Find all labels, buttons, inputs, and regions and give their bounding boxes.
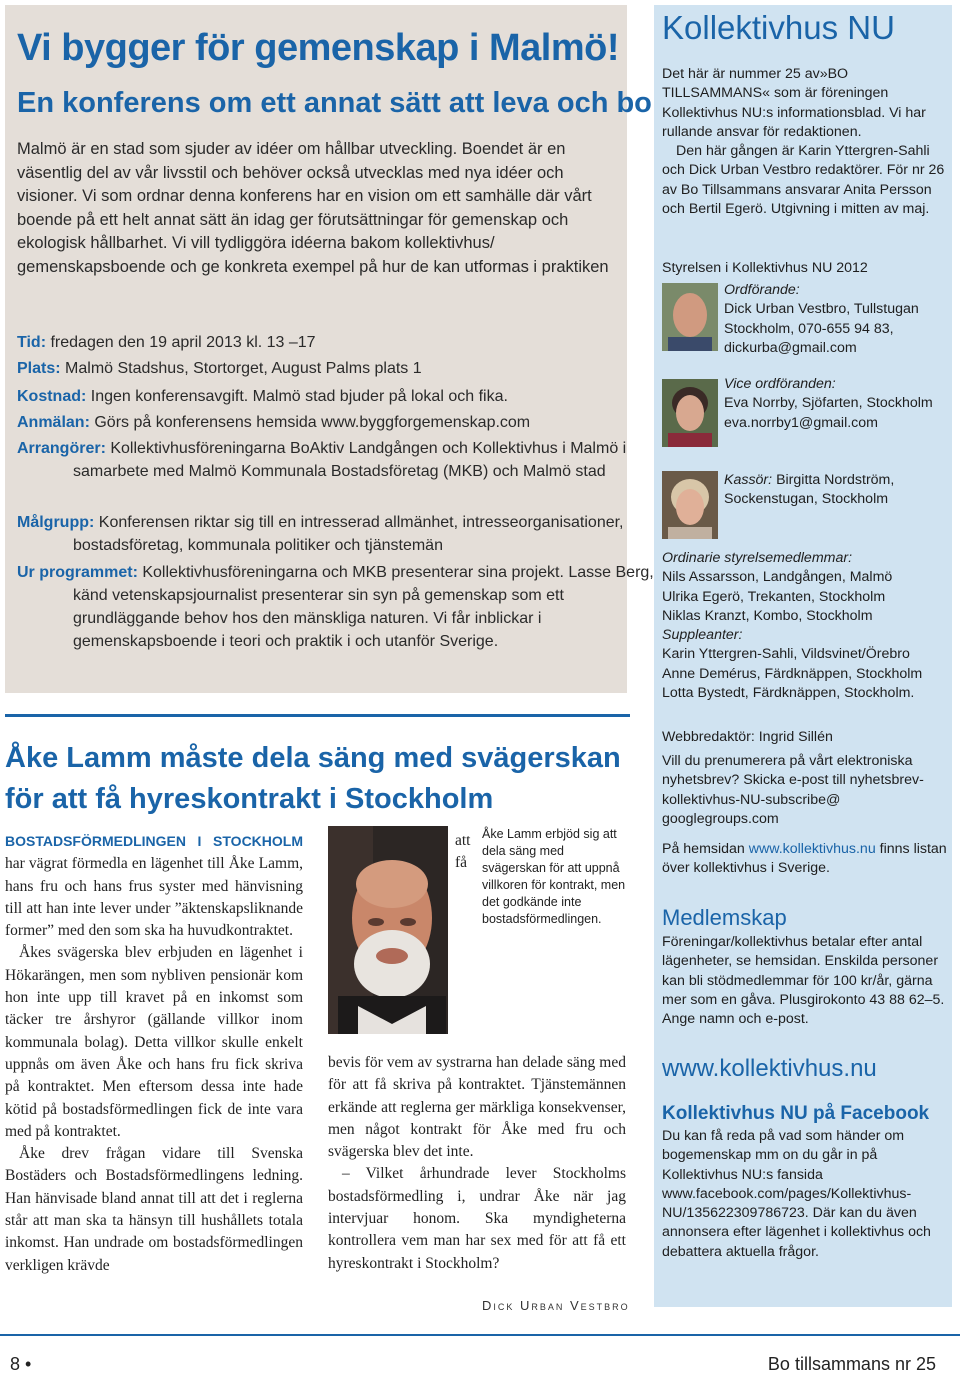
vice-chair-info: [724, 375, 950, 433]
magazine-name: Bo tillsammans nr 25: [767, 1354, 936, 1374]
article-p1: har vägrat förmedla en lägenhet till Åke Lamm, hans fru och hans frus syster med hänvisning till att han inte lever under ”äktenskapsliknande former” med den som ska ha huvudkontraktet.: [5, 855, 303, 940]
arrangorer-value: Kollektivhusföreningarna BoAktiv Landgången och Kollektivhus i Malmö i samarbete med Malmö Kommunala Bostadsföretag (MKB) och Malmö stad: [73, 440, 627, 480]
article-paragraph-1: [5, 830, 303, 942]
page-footer: [0, 1334, 960, 1384]
plats-value: Malmö Stadshus, Stortorget, August Palms plats 1: [65, 360, 422, 377]
article-paragraph-5: – Vilket århundrade lever Stockholms bostadsförmedling i, undrar Åke när jag intervjuar honom. Ska myndigheterna kontrollera vem man har sex med för att få ett hyreskontrakt i Stockholm?: [328, 1165, 626, 1272]
info-tid: [17, 331, 316, 354]
website-link[interactable]: www.kollektivhus.nu: [748, 841, 876, 857]
chair-role: Ordförande:: [724, 282, 800, 298]
conference-intro: Malmö är en stad som sjuder av idéer om hållbar utveckling. Boendet är en väsentlig del av vår livsstil och behöver också utvecklas med nya idéer och visioner. Vi som ordnar denna konferens har en vision om ett samhälle där vårt boende på ett helt annat sätt än idag ger förutsättningar för gemenskap och ekologisk hållbarhet. Vi vill tydliggöra idéerna bakom kollektivhus/ gemenskapsboende och ge konkreta exempel på hur de kan utformas i praktiken: [17, 140, 609, 276]
tid-label: Tid:: [17, 334, 47, 351]
sidebar-intro-1: Det här är nummer 25 av»BO TILLSAMMANS« som är föreningen Kollektivhus NU:s informationsblad. Vi har rullande ansvar för redaktionen.: [662, 66, 926, 140]
ordinary-role: Ordinarie styrelsemedlemmar:: [662, 550, 853, 566]
chair-photo: [662, 283, 718, 351]
site-link[interactable]: www.kollektivhus.nu: [662, 1055, 877, 1082]
malgrupp-value: Konferensen riktar sig till en intresserad allmänhet, intresseorganisationer, bostadsföretag, kommunala politiker och tjänstemän: [73, 514, 624, 554]
ordinary-member: Nils Assarsson, Landgången, Malmö: [662, 569, 893, 586]
article-column-2: [328, 1052, 626, 1275]
section-divider: [5, 714, 630, 717]
article-lead-caps: BOSTADSFÖRMEDLINGEN I STOCKHOLM: [5, 833, 303, 849]
website-post: finns listan över kollektivhus i Sverige.: [662, 841, 947, 877]
anmalan-value: Görs på konferensens hemsida www.byggforgemenskap.com: [94, 414, 531, 431]
treasurer-details: Birgitta Nordström, Sockenstugan, Stockholm: [724, 472, 895, 508]
info-arrangorer: [17, 437, 673, 483]
chair-info: [724, 281, 950, 358]
website-pre: På hemsidan: [662, 841, 749, 857]
deputy-member: Lotta Bystedt, Färdknäppen, Stockholm.: [662, 685, 915, 702]
malgrupp-label: Målgrupp:: [17, 514, 95, 531]
arrangorer-label: Arrangörer:: [17, 440, 106, 457]
ordinary-member: Ulrika Egerö, Trekanten, Stockholm: [662, 588, 886, 605]
facebook-title: Kollektivhus NU på Facebook: [662, 1103, 930, 1124]
chair-details: Dick Urban Vestbro, Tullstugan Stockholm, 070-655 94 83, dickurba@gmail.com: [724, 301, 919, 356]
fragment-att: att: [455, 832, 471, 849]
fragment-fa: få: [455, 854, 468, 872]
vice-chair-role: Vice ordföranden:: [724, 376, 836, 392]
program-value: Kollektivhusföreningarna och MKB presenterar sina projekt. Lasse Berg, känd vetenskapsjournalist presenterar sin syn på gemenskap som ett grundläggande behov hos den mänskliga naturen. Vi får inblickar i gemenskapsboende i teori och praktik i och utanför Sverige.: [73, 564, 654, 650]
conference-box: [5, 5, 654, 693]
article-column-1: [5, 830, 303, 1277]
page-number: 8 •: [10, 1354, 32, 1374]
kostnad-value: Ingen konferensavgift. Malmö stad bjuder på lokal och fika.: [90, 388, 508, 405]
board-title: Styrelsen i Kollektivhus NU 2012: [662, 260, 868, 276]
deputy-member: Anne Demérus, Färdknäppen, Stockholm: [662, 665, 923, 682]
photo-caption: Åke Lamm erbjöd sig att dela säng med svägerskan för att uppnå villkoren för kontrakt, men det godkände inte bostadsförmedlingen.: [482, 827, 626, 926]
ordinary-member: Niklas Kranzt, Kombo, Stockholm: [662, 607, 873, 624]
article-paragraph-2: Åkes svägerska blev erbjuden en lägenhet i Hökarängen, men som nybliven pensionär kom hon inte upp till kravet på en inkomst som täcker tre årshyror (gällande villkor inom kommunala bolag). Detta villkor skulle enkelt uppnås om även Åke och hans fru fick skriva på kontraktet. Men eftersom dessa inte hade kötid på bostadsförmedlingen fick de inte vara med på kontraktet.: [5, 944, 303, 1140]
article-title: Åke Lamm måste dela säng med svägerskan för att få hyreskontrakt i Stockholm: [5, 742, 621, 815]
deputies-role: Suppleanter:: [662, 627, 743, 644]
conference-title: Vi bygger för gemenskap i Malmö!: [17, 27, 620, 69]
article-paragraph-4: bevis för vem av systrarna han delade säng med för att få skriva på kontraktet. Tjänstemännen erkände att reglerna ger märkliga konsekvenser, men något kontrakt för Åke med fru och svägerska blev det inte.: [328, 1054, 626, 1161]
website-info: [662, 840, 950, 879]
sidebar-title: Kollektivhus NU: [662, 9, 895, 46]
web-editor: Webbredaktör: Ingrid Sillén: [662, 729, 833, 745]
portrait-illustration: [328, 826, 448, 1034]
treasurer-role: Kassör:: [724, 472, 773, 488]
vice-chair-details: Eva Norrby, Sjöfarten, Stockholm eva.norrby1@gmail.com: [724, 395, 933, 431]
plats-label: Plats:: [17, 360, 61, 377]
chair-portrait: [662, 283, 718, 351]
info-program: [17, 561, 673, 653]
conference-subtitle: En konferens om ett annat sätt att leva och bo: [17, 87, 652, 119]
sidebar: [654, 5, 952, 1307]
tid-value: fredagen den 19 april 2013 kl. 13 –17: [50, 334, 316, 351]
kostnad-label: Kostnad:: [17, 388, 87, 405]
article-byline: Dick Urban Vestbro: [482, 1298, 630, 1313]
membership-info: Föreningar/kollektivhus betalar efter antal lägenheter, se hemsidan. Enskilda personer kan bli stödmedlemmar för 100 kr/år, gärna mer som en gåva. Plusgirokonto 43 88 62–5. Ange namn och e-post.: [662, 934, 945, 1028]
vice-chair-portrait: [662, 379, 718, 447]
info-malgrupp: [17, 511, 673, 557]
membership-title: Medlemskap: [662, 905, 787, 930]
info-anmalan: [17, 411, 530, 434]
wrapped-text-fragment: [455, 830, 477, 875]
program-label: Ur programmet:: [17, 564, 138, 581]
newsletter-info: Vill du prenumerera på vårt elektroniska nyhetsbrev? Skicka e-post till nyhetsbrev-kollektivhus-NU-subscribe@ googlegroups.com: [662, 753, 924, 827]
deputy-member: Karin Yttergren-Sahli, Vildsvinet/Örebro: [662, 646, 910, 663]
treasurer-portrait: [662, 471, 718, 539]
treasurer-info: [724, 471, 950, 510]
sidebar-intro-2: Den här gången är Karin Yttergren-Sahli och Dick Urban Vestbro redaktörer. För nr 26 av Bo Tillsammans ansvarar Anita Persson och Bertil Egerö. Utgivning i mitten av maj.: [662, 143, 945, 217]
info-kostnad: [17, 385, 508, 408]
anmalan-label: Anmälan:: [17, 414, 90, 431]
article-paragraph-3: Åke drev frågan vidare till Svenska Bostäders och Bostadsförmedlingens ledning. Han hänvisade bland annat till att det i reglerna står att man ska ta hänsyn till hushållets totala inkomst. Han undrade om bostadsförmedlingen verkligen krävde: [5, 1145, 303, 1274]
board-members: [662, 549, 950, 703]
info-plats: [17, 357, 422, 380]
vice-chair-photo: [662, 379, 718, 447]
treasurer-photo: [662, 471, 718, 539]
facebook-info: Du kan få reda på vad som händer om bogemenskap mm on du går in på Kollektivhus NU:s fansida www.facebook.com/pages/Kollektivhus-NU/135622309786723. Där kan du även annonsera efter lägenhet i kollektivhus och debattera aktuella frågor.: [662, 1128, 931, 1260]
portrait-photo: [328, 826, 448, 1034]
